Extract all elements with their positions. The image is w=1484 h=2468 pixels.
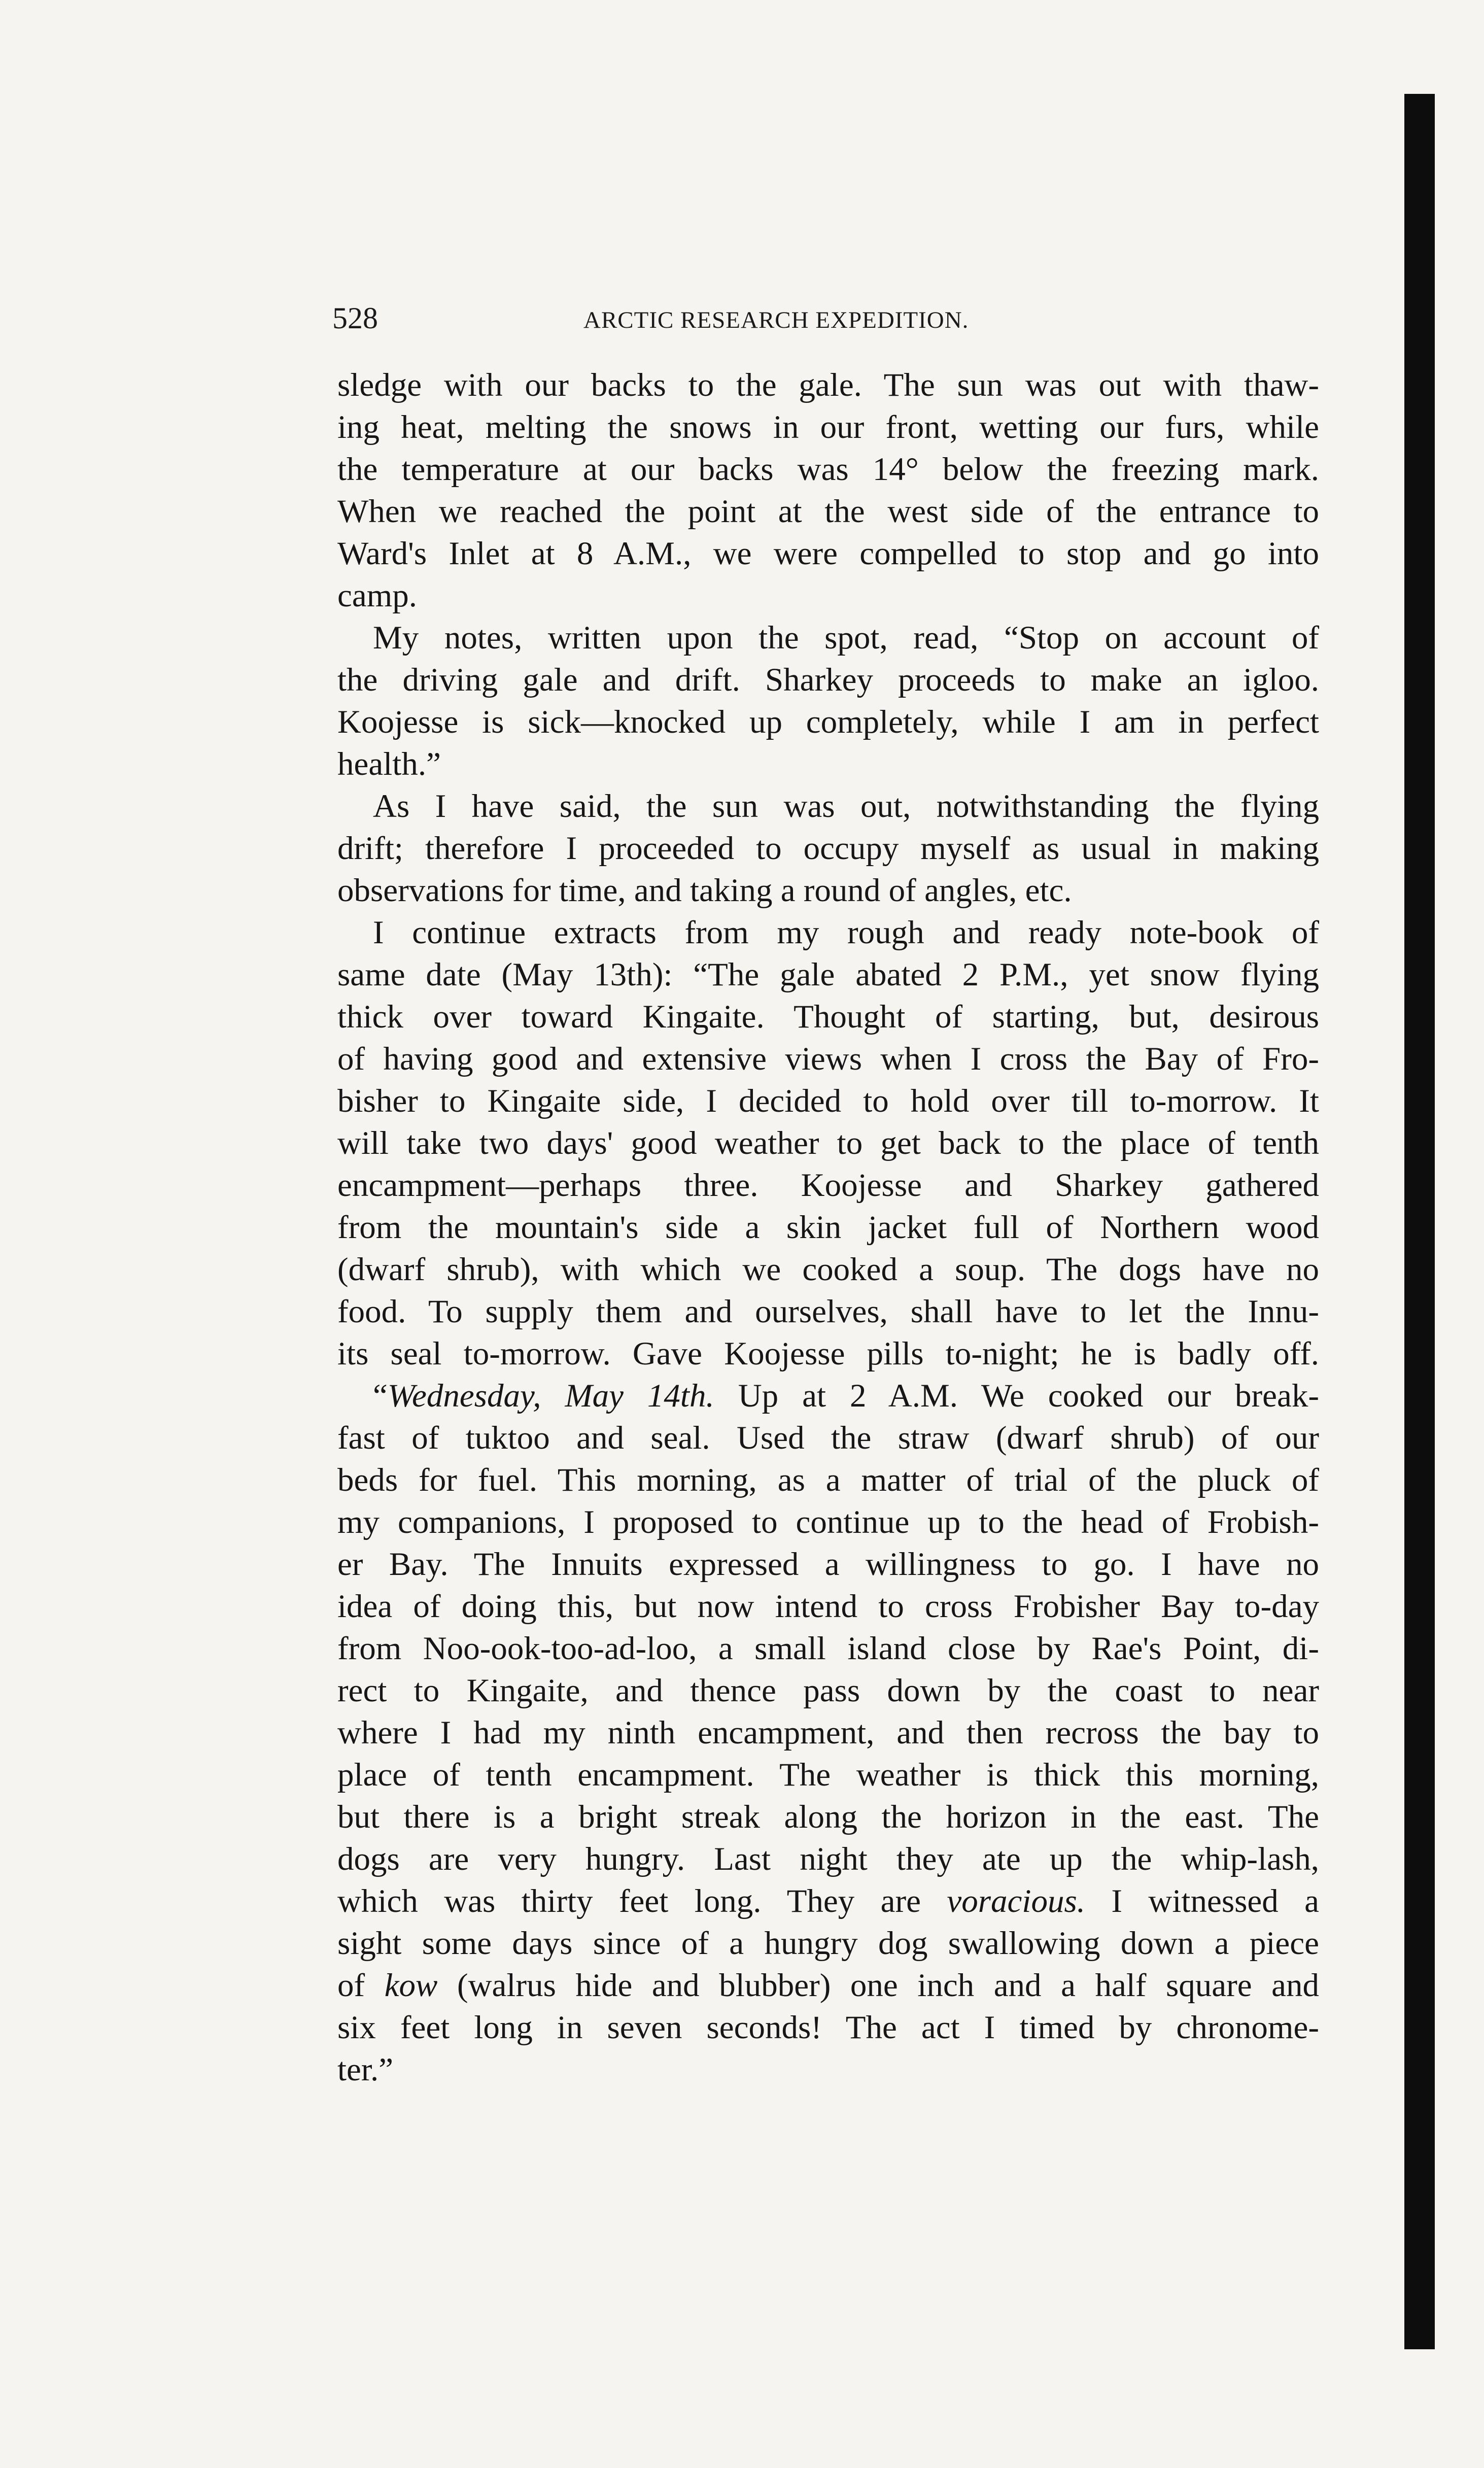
text-fragment: I witnessed a — [1111, 1883, 1320, 1919]
text-line: camp. — [337, 577, 418, 614]
text-line: ing heat, melting the snows in our front, wetting our furs, while — [337, 409, 1319, 445]
text-line: thick over toward Kingaite. Thought of starting, but, desirous — [337, 999, 1319, 1035]
text-line: Ward's Inlet at 8 A.M., we were compelled to stop and go into — [337, 535, 1319, 572]
text-line: observations for time, and taking a round of angles, etc. — [337, 872, 1072, 909]
paragraph-1 — [337, 364, 1319, 617]
text-line: As I have said, the sun was out, notwithstanding the flying — [373, 788, 1319, 825]
text-line: the driving gale and drift. Sharkey proceeds to make an igloo. — [337, 662, 1319, 698]
text-line: idea of doing this, but now intend to cross Frobisher Bay to-day — [337, 1588, 1319, 1625]
text-line: its seal to-morrow. Gave Koojesse pills to-night; he is badly off. — [337, 1335, 1319, 1372]
text-line: I continue extracts from my rough and ready note-book of — [373, 914, 1319, 951]
text-fragment: which was thirty feet long. They are — [337, 1883, 921, 1919]
text-line: but there is a bright streak along the horizon in the east. The — [337, 1799, 1319, 1835]
text-line: sight some days since of a hungry dog swallowing down a piece — [337, 1925, 1319, 1962]
text-line: my companions, I proposed to continue up to the head of Frobish- — [337, 1504, 1319, 1540]
text-line: drift; therefore I proceeded to occupy myself as usual in making — [337, 830, 1319, 867]
text-line: where I had my ninth encampment, and then recross the bay to — [337, 1715, 1319, 1751]
text-line: “Wednesday, May 14th. Up at 2 A.M. We cooked our break- — [373, 1378, 1319, 1414]
text-line: six feet long in seven seconds! The act I timed by chronome- — [337, 2009, 1319, 2046]
running-title: ARCTIC RESEARCH EXPEDITION. — [583, 307, 969, 333]
text-line: the temperature at our backs was 14° below the freezing mark. — [337, 451, 1319, 488]
text-line: of having good and extensive views when I cross the Bay of Fro- — [337, 1041, 1319, 1077]
text-line: ter.” — [337, 2051, 394, 2088]
text-line: Koojesse is sick—knocked up completely, while I am in perfect — [337, 704, 1319, 740]
italic-word: voracious. — [947, 1883, 1085, 1919]
text-line: will take two days' good weather to get back to the place of tenth — [337, 1125, 1319, 1161]
text-fragment: Up at 2 A.M. We cooked our break- — [738, 1378, 1319, 1414]
scan-edge-shadow — [1404, 94, 1435, 2349]
page-number: 528 — [332, 301, 378, 335]
text-line: (dwarf shrub), with which we cooked a soup. The dogs have no — [337, 1251, 1319, 1288]
body-text — [337, 364, 1319, 2091]
text-line: bisher to Kingaite side, I decided to hold over till to-morrow. It — [337, 1083, 1319, 1119]
text-line: health.” — [337, 746, 441, 782]
paragraph-4 — [337, 912, 1319, 1375]
text-line: place of tenth encampment. The weather is thick this morning, — [337, 1757, 1319, 1793]
paragraph-2 — [337, 617, 1319, 785]
italic-date: Wednesday, May 14th. — [387, 1378, 714, 1414]
text-line — [337, 1880, 1319, 1923]
text-line: food. To supply them and ourselves, shall have to let the Innu- — [337, 1293, 1319, 1330]
text-line: rect to Kingaite, and thence pass down by the coast to near — [337, 1672, 1319, 1709]
text-line: fast of tuktoo and seal. Used the straw (dwarf shrub) of our — [337, 1420, 1319, 1456]
running-head — [332, 299, 1134, 337]
italic-word: kow — [384, 1967, 438, 2004]
text-line: When we reached the point at the west side of the entrance to — [337, 493, 1319, 530]
text-line — [337, 1965, 1319, 2007]
text-line: beds for fuel. This morning, as a matter of trial of the pluck of — [337, 1462, 1319, 1498]
text-line: dogs are very hungry. Last night they ate up the whip-lash, — [337, 1841, 1319, 1877]
text-fragment: of — [337, 1967, 365, 2004]
text-line: encampment—perhaps three. Koojesse and Sharkey gathered — [337, 1167, 1319, 1204]
text-line: My notes, written upon the spot, read, “Stop on account of — [373, 620, 1319, 656]
text-line: from the mountain's side a skin jacket full of Northern wood — [337, 1209, 1319, 1246]
text-line: er Bay. The Innuits expressed a willingness to go. I have no — [337, 1546, 1319, 1583]
text-line: same date (May 13th): “The gale abated 2 P.M., yet snow flying — [337, 956, 1319, 993]
text-fragment: (walrus hide and blubber) one inch and a half square and — [457, 1967, 1320, 2004]
text-line: from Noo-ook-too-ad-loo, a small island close by Rae's Point, di- — [337, 1630, 1319, 1667]
paragraph-5 — [337, 1375, 1319, 2091]
paragraph-3 — [337, 785, 1319, 912]
text-line: sledge with our backs to the gale. The sun was out with thaw- — [337, 367, 1319, 403]
